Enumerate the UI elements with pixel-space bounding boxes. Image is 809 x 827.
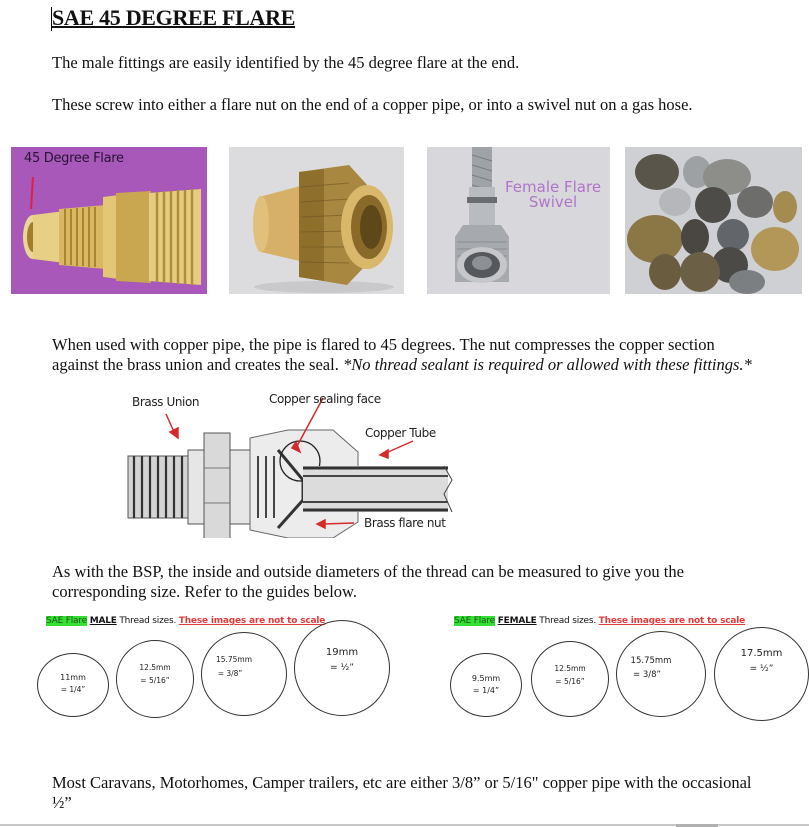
bsp-paragraph [52, 562, 684, 602]
male-guide-gender: MALE [89, 616, 117, 626]
female-size-inch: = 5/16” [555, 677, 585, 686]
bsp-line-1: As with the BSP, the inside and outside diameters of the thread can be measured to give you the [52, 562, 684, 581]
female-guide-warning: These images are not to scale [598, 616, 746, 626]
intro-paragraph: The male fittings are easily identified by the 45 degree flare at the end. [52, 53, 520, 72]
male-fitting-illustration [11, 147, 207, 294]
assorted-nuts-illustration [625, 147, 802, 294]
male-size-inch: = 1/4” [60, 685, 86, 694]
copper-line-1: When used with copper pipe, the pipe is flared to 45 degrees. The nut compresses the copper section [52, 335, 715, 354]
female-size-inch: = 3/8” [633, 670, 661, 680]
caravan-line-1: Most Caravans, Motorhomes, Camper trailers, etc are either 3/8” or 5/16" copper pipe with the occasional [52, 773, 752, 792]
female-guide-suffix: Thread sizes. [536, 616, 599, 626]
male-guide-warning: These images are not to scale [178, 616, 326, 626]
female-guide-heading [454, 616, 745, 626]
flare-nut-illustration [229, 147, 404, 294]
female-size-mm: 17.5mm [740, 648, 783, 659]
female-size-inch: = 1/4” [472, 686, 500, 695]
label-copper-tube: Copper Tube [365, 426, 436, 440]
female-size-circle-4 [714, 627, 809, 721]
swivel-label-line1: Female Flare [505, 178, 602, 196]
male-thread-size-guide [36, 614, 406, 754]
female-size-mm: 12.5mm [554, 664, 586, 673]
male-guide-suffix: Thread sizes. [116, 616, 179, 626]
male-size-circle-2 [116, 640, 194, 718]
page-title: SAE 45 DEGREE FLARE [52, 5, 296, 30]
male-size-mm: 11mm [60, 673, 86, 682]
flare-label: 45 Degree Flare [24, 151, 124, 166]
male-guide-heading [46, 616, 325, 626]
caravan-line-2: ½” [52, 793, 72, 812]
screw-paragraph: These screw into either a flare nut on the end of a copper pipe, or into a swivel nut on a gas hose. [52, 95, 693, 114]
male-size-inch: = 3/8” [217, 669, 243, 678]
female-thread-size-guide [444, 614, 809, 754]
bsp-line-2: corresponding size. Refer to the guides below. [52, 582, 358, 601]
male-size-mm: 19mm [325, 647, 359, 658]
female-guide-gender: FEMALE [497, 616, 537, 626]
swivel-label [505, 180, 601, 210]
photo-assorted-flare-nuts [625, 147, 802, 294]
copper-paragraph [52, 335, 752, 375]
photo-female-flare-swivel [427, 147, 610, 294]
sealant-warning: *No thread sealant is required or allowed with these fittings.* [342, 355, 752, 374]
label-brass-flare-nut: Brass flare nut [364, 516, 446, 530]
female-guide-tag: SAE Flare [454, 616, 496, 626]
swivel-label-line2: Swivel [528, 193, 578, 211]
male-size-inch: = 5/16” [140, 676, 170, 685]
photo-brass-flare-nut [229, 147, 404, 294]
male-size-mm: 12.5mm [139, 663, 171, 672]
flare-cross-section-diagram [118, 388, 458, 538]
male-guide-tag: SAE Flare [46, 616, 88, 626]
male-size-circle-1 [37, 653, 109, 717]
copper-line-2: against the brass union and creates the seal. [52, 355, 343, 374]
female-size-mm: 9.5mm [471, 674, 501, 683]
male-size-mm: 15.75mm [215, 655, 253, 664]
female-size-circle-3 [616, 631, 706, 717]
female-size-circle-2 [531, 641, 609, 717]
male-size-inch: = ½” [330, 663, 354, 673]
swivel-hose-illustration [427, 147, 610, 294]
male-size-circle-3 [201, 632, 287, 716]
label-copper-sealing-face: Copper sealing face [269, 392, 381, 406]
caravan-paragraph [52, 773, 752, 813]
male-size-circle-4 [294, 620, 390, 716]
female-size-mm: 15.75mm [630, 656, 672, 666]
female-size-inch: = ½” [749, 664, 774, 674]
photo-male-flare-fitting [11, 147, 207, 294]
female-size-circle-1 [450, 653, 522, 717]
label-brass-union: Brass Union [132, 395, 200, 409]
